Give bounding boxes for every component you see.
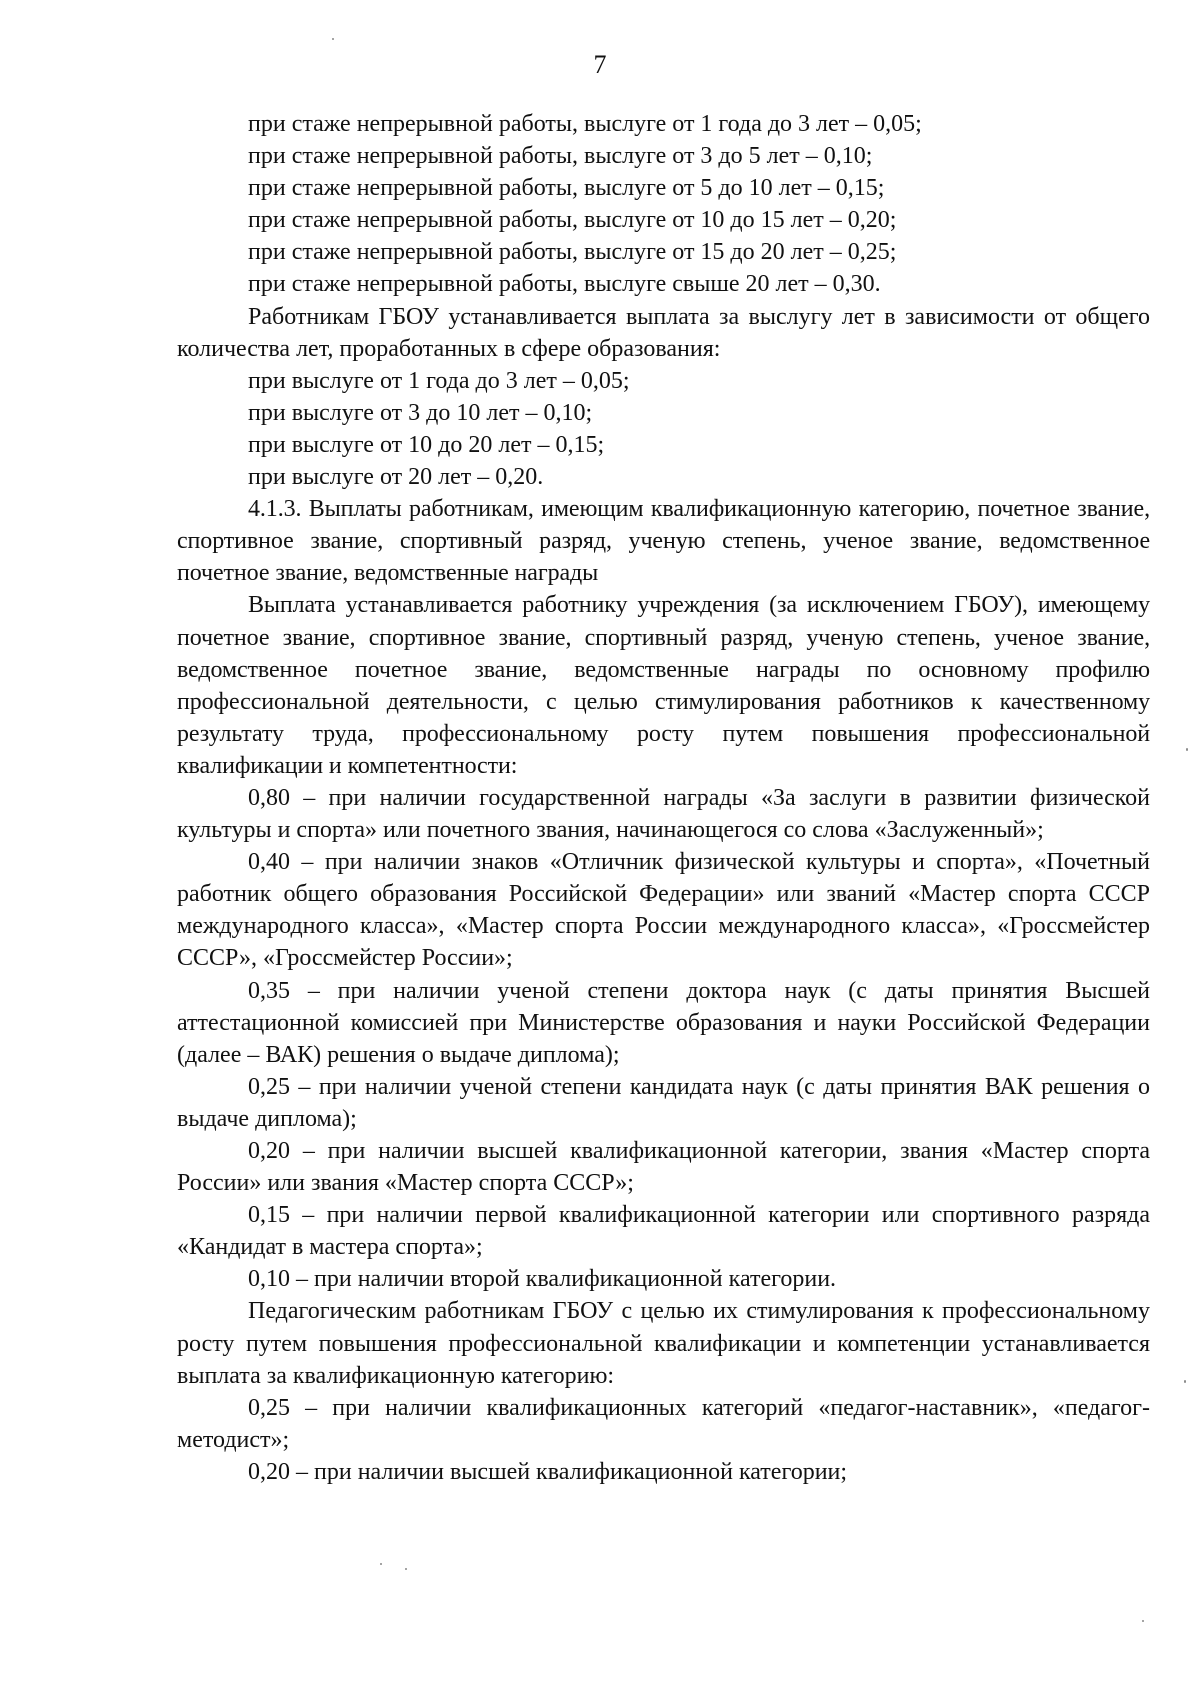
award-item-5: 0,20 – при наличии высшей квалификационной категории, звания «Мастер спорта России» или звания «Мастер спорта СССР»; [177, 1138, 1150, 1197]
award-item-4: 0,25 – при наличии ученой степени кандидата наук (с даты принятия ВАК решения о выдаче диплома); [177, 1073, 1150, 1132]
gbou-seniority-line-2: при выслуге от 3 до 10 лет – 0,10; [248, 399, 593, 426]
gbou-seniority-line-1: при выслуге от 1 года до 3 лет – 0,05; [248, 367, 630, 394]
pedagogical-item-2: 0,20 – при наличии высшей квалификационной категории; [248, 1458, 848, 1485]
seniority-line-1: при стаже непрерывной работы, выслуге от 1 года до 3 лет – 0,05; [248, 111, 922, 137]
scan-speck [332, 38, 334, 40]
scan-speck [405, 1568, 407, 1570]
seniority-line-5: при стаже непрерывной работы, выслуге от 15 до 20 лет – 0,25; [248, 239, 897, 266]
gbou-seniority-intro: Работникам ГБОУ устанавливается выплата за выслугу лет в зависимости от общего количества лет, проработанных в сфере образования: [177, 303, 1150, 362]
payment-intro: Выплата устанавливается работнику учреждения (за исключением ГБОУ), имеющему почетное звание, спортивное звание, спортивный разряд, ученую степень, ученое звание, ведомственное почетное звание, ведомственные награды по основному профилю профессиональной деятельности, с целью стимулирования работников к качественному результату труда, профессиональному росту путем повышения профессиональной квалификации и компетентности: [177, 592, 1150, 779]
award-item-7: 0,10 – при наличии второй квалификационной категории. [248, 1266, 837, 1293]
award-item-6: 0,15 – при наличии первой квалификационной категории или спортивного разряда «Кандидат в мастера спорта»; [177, 1202, 1150, 1261]
award-item-1: 0,80 – при наличии государственной награды «За заслуги в развитии физической культуры и спорта» или почетного звания, начинающегося со слова «Заслуженный»; [177, 784, 1150, 844]
award-item-3: 0,35 – при наличии ученой степени доктора наук (с даты принятия Высшей аттестационной комиссией при Министерстве образования и науки Российской Федерации (далее – ВАК) решения о выдаче диплома); [177, 977, 1150, 1068]
seniority-line-2: при стаже непрерывной работы, выслуге от 3 до 5 лет – 0,10; [248, 143, 873, 170]
section-heading: 4.1.3. Выплаты работникам, имеющим квалификационную категорию, почетное звание, спортивное звание, спортивный разряд, ученую степень, ученое звание, ведомственное почетное звание, ведомственные награды [177, 496, 1150, 587]
gbou-seniority-line-3: при выслуге от 10 до 20 лет – 0,15; [248, 431, 605, 458]
scan-speck [1186, 748, 1188, 751]
scan-speck [1184, 1380, 1186, 1383]
pedagogical-item-1: 0,25 – при наличии квалификационных категорий «педагог-наставник», «педагог-методист»; [177, 1394, 1150, 1453]
pedagogical-intro: Педагогическим работникам ГБОУ с целью их стимулирования к профессиональному росту путем повышения профессиональной квалификации и компетенции устанавливается выплата за квалификационную категорию: [177, 1298, 1150, 1389]
gbou-seniority-line-4: при выслуге от 20 лет – 0,20. [248, 464, 544, 491]
seniority-line-3: при стаже непрерывной работы, выслуге от 5 до 10 лет – 0,15; [248, 175, 885, 202]
seniority-line-6: при стаже непрерывной работы, выслуге свыше 20 лет – 0,30. [248, 271, 881, 298]
seniority-line-4: при стаже непрерывной работы, выслуге от 10 до 15 лет – 0,20; [248, 207, 897, 234]
scan-speck [1142, 1620, 1144, 1622]
award-item-2: 0,40 – при наличии знаков «Отличник физической культуры и спорта», «Почетный работник общего образования Российской Федерации» или званий «Мастер спорта СССР международного класса», «Мастер спорта России международного класса», «Гроссмейстер СССР», «Гроссмейстер России»; [177, 849, 1150, 972]
scan-speck [380, 1563, 382, 1565]
document-body [177, 108, 1150, 1488]
page-number: 7 [593, 50, 607, 79]
